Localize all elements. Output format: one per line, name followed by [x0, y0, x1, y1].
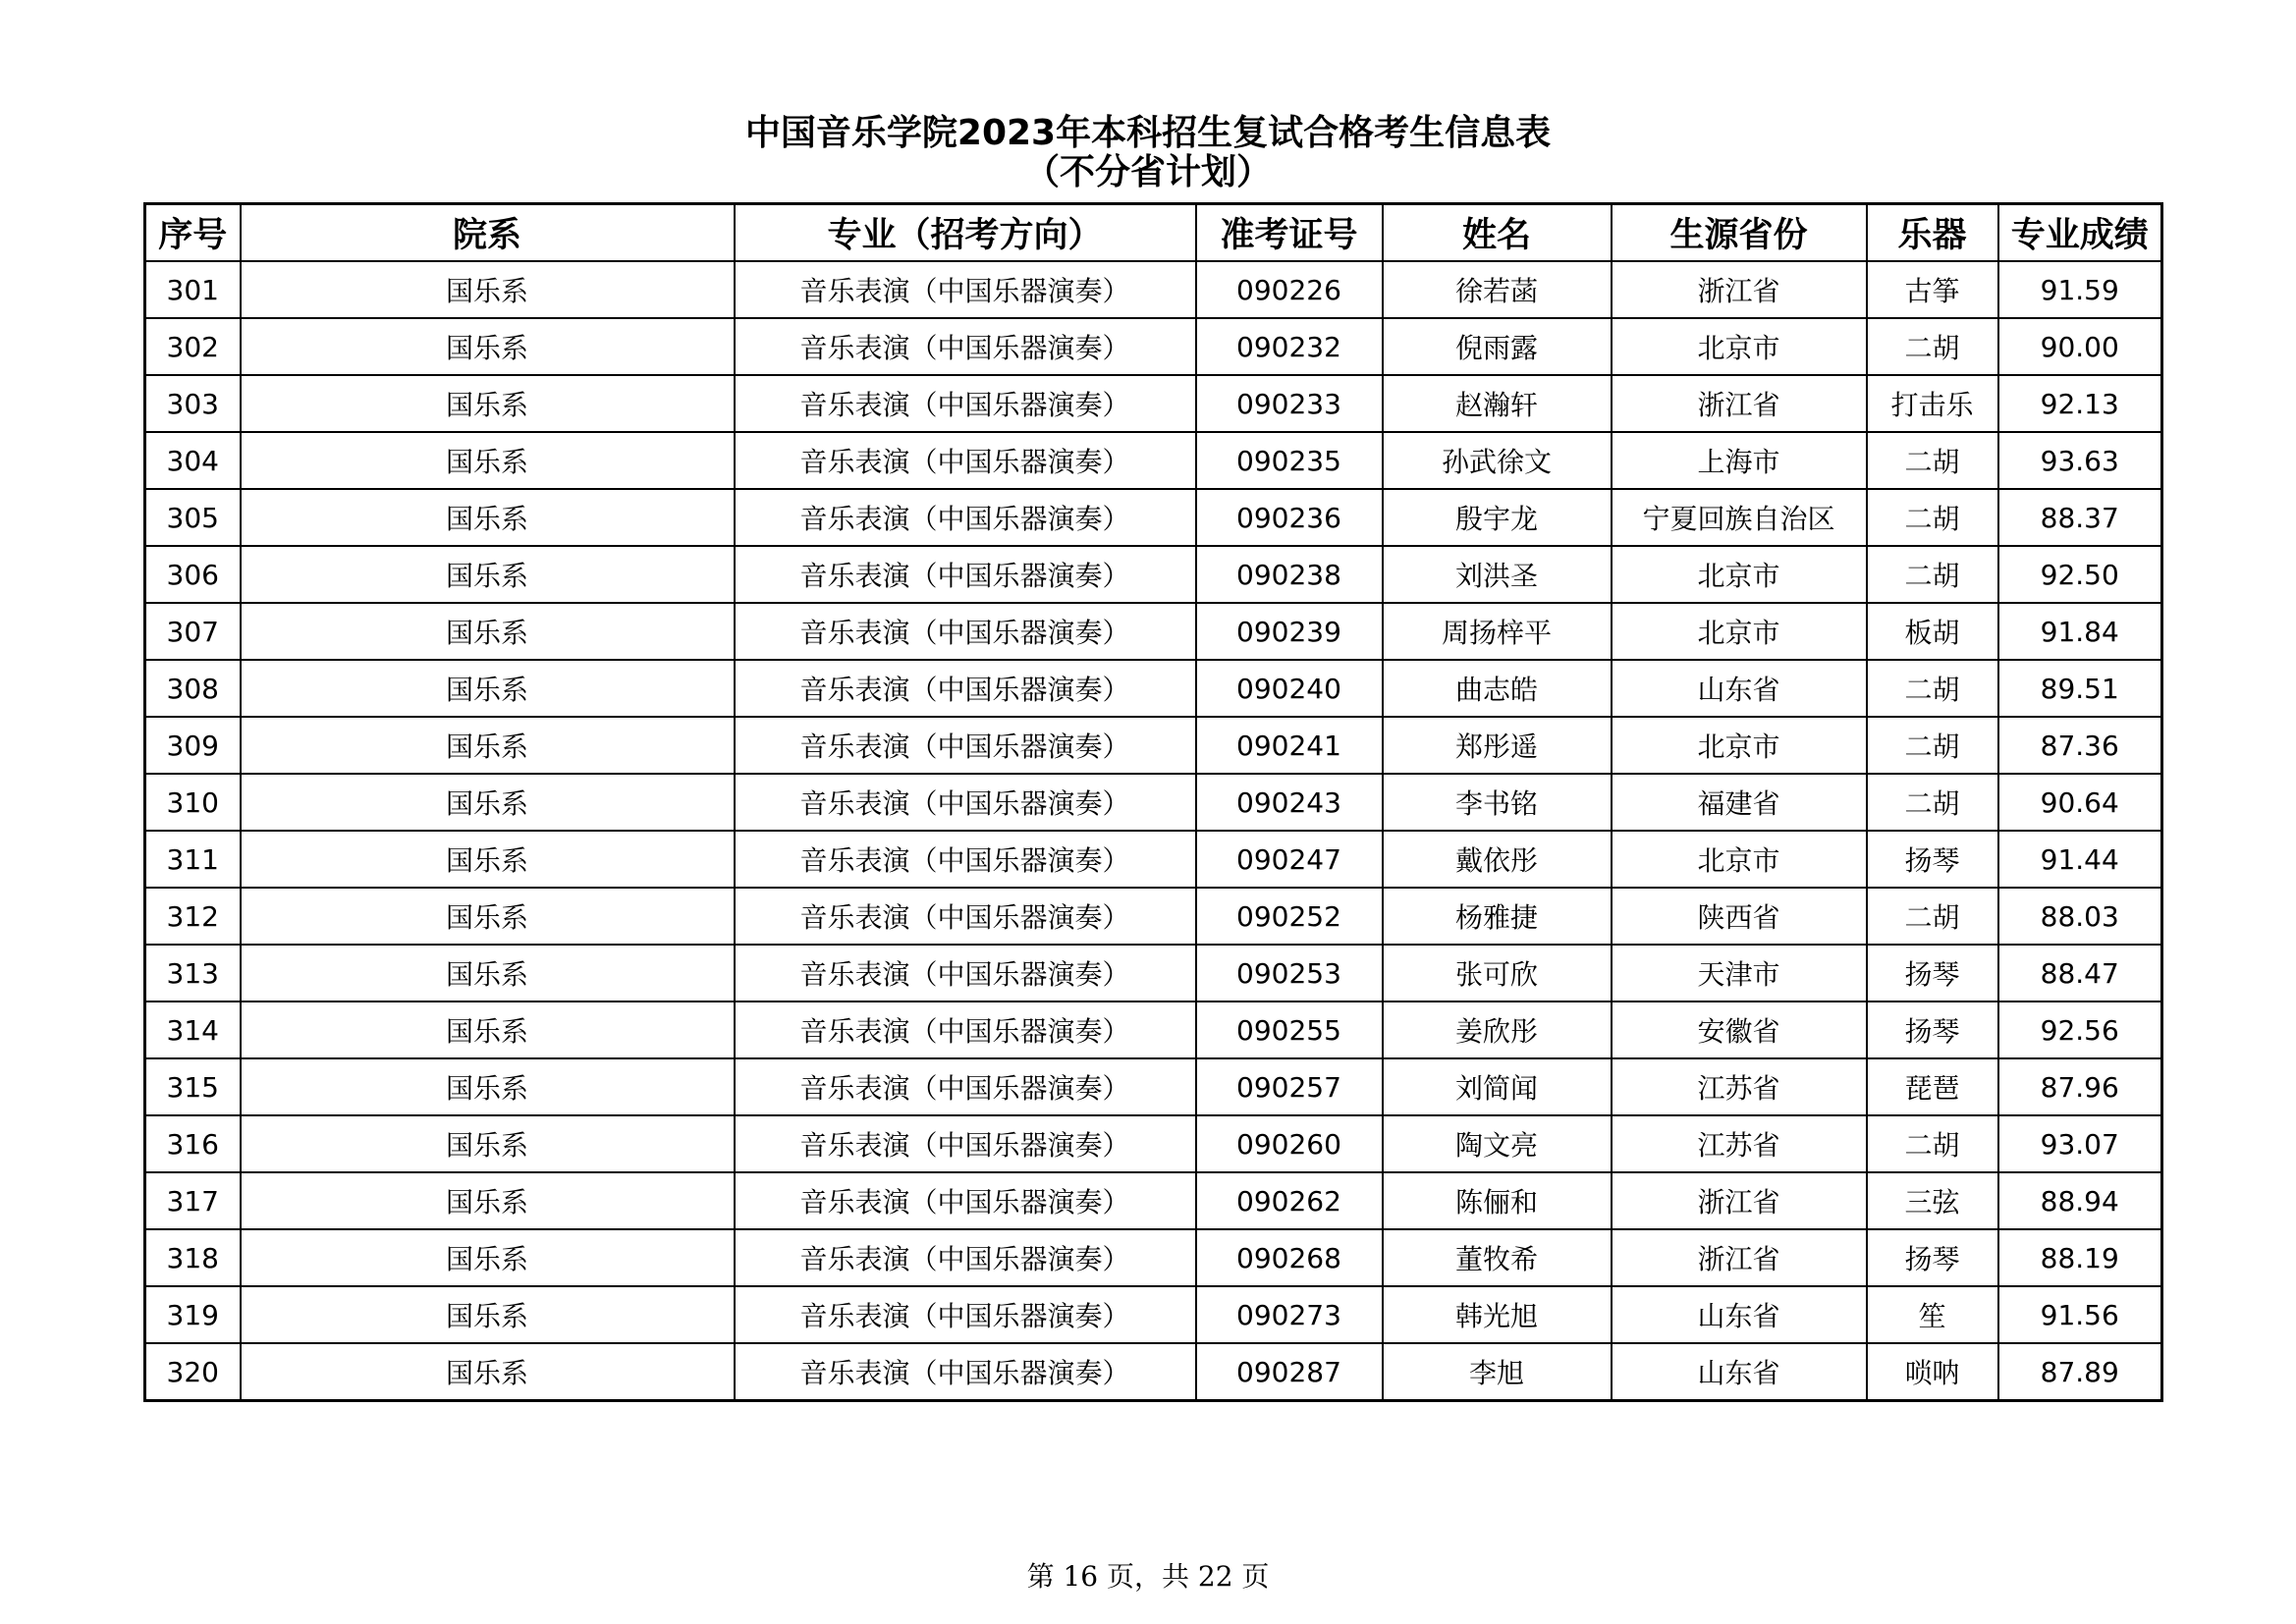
cell-department: 国乐系: [241, 1172, 735, 1229]
cell-index: 303: [145, 375, 241, 432]
cell-instrument: 扬琴: [1867, 831, 1998, 888]
table-row: [145, 831, 2162, 888]
cell-exam-number: 090235: [1196, 432, 1383, 489]
cell-major: 音乐表演（中国乐器演奏）: [735, 660, 1196, 717]
cell-name: 陶文亮: [1383, 1115, 1612, 1172]
cell-name: 刘洪圣: [1383, 546, 1612, 603]
cell-score: 90.64: [1998, 774, 2162, 831]
cell-instrument: 扬琴: [1867, 1229, 1998, 1286]
cell-instrument: 二胡: [1867, 489, 1998, 546]
table-row: [145, 945, 2162, 1001]
cell-exam-number: 090257: [1196, 1058, 1383, 1115]
cell-name: 赵瀚轩: [1383, 375, 1612, 432]
cell-exam-number: 090239: [1196, 603, 1383, 660]
table-row: [145, 1343, 2162, 1401]
cell-exam-number: 090287: [1196, 1343, 1383, 1401]
cell-name: 李旭: [1383, 1343, 1612, 1401]
cell-name: 陈俪和: [1383, 1172, 1612, 1229]
table-row: [145, 318, 2162, 375]
cell-province: 北京市: [1612, 318, 1867, 375]
cell-index: 317: [145, 1172, 241, 1229]
cell-instrument: 二胡: [1867, 432, 1998, 489]
cell-province: 浙江省: [1612, 1229, 1867, 1286]
cell-name: 曲志皓: [1383, 660, 1612, 717]
admission-table: [143, 202, 2163, 1402]
cell-major: 音乐表演（中国乐器演奏）: [735, 546, 1196, 603]
cell-index: 307: [145, 603, 241, 660]
cell-score: 92.50: [1998, 546, 2162, 603]
cell-department: 国乐系: [241, 1058, 735, 1115]
cell-score: 89.51: [1998, 660, 2162, 717]
cell-index: 311: [145, 831, 241, 888]
cell-major: 音乐表演（中国乐器演奏）: [735, 774, 1196, 831]
cell-index: 315: [145, 1058, 241, 1115]
cell-index: 308: [145, 660, 241, 717]
table-header-row: [145, 204, 2162, 262]
table-row: [145, 489, 2162, 546]
cell-department: 国乐系: [241, 261, 735, 318]
cell-name: 戴依彤: [1383, 831, 1612, 888]
cell-province: 浙江省: [1612, 261, 1867, 318]
cell-province: 福建省: [1612, 774, 1867, 831]
cell-name: 姜欣彤: [1383, 1001, 1612, 1058]
cell-major: 音乐表演（中国乐器演奏）: [735, 888, 1196, 945]
cell-instrument: 唢呐: [1867, 1343, 1998, 1401]
cell-score: 90.00: [1998, 318, 2162, 375]
cell-instrument: 扬琴: [1867, 945, 1998, 1001]
cell-department: 国乐系: [241, 660, 735, 717]
cell-score: 87.36: [1998, 717, 2162, 774]
page-subtitle: （不分省计划）: [1023, 152, 1272, 192]
cell-score: 88.47: [1998, 945, 2162, 1001]
cell-major: 音乐表演（中国乐器演奏）: [735, 1286, 1196, 1343]
header-cell: 专业（招考方向）: [735, 204, 1196, 262]
cell-index: 318: [145, 1229, 241, 1286]
page-footer: 第 16 页，共 22 页: [1026, 1560, 1270, 1593]
cell-index: 301: [145, 261, 241, 318]
cell-score: 87.96: [1998, 1058, 2162, 1115]
cell-province: 浙江省: [1612, 375, 1867, 432]
cell-major: 音乐表演（中国乐器演奏）: [735, 1343, 1196, 1401]
cell-major: 音乐表演（中国乐器演奏）: [735, 1058, 1196, 1115]
cell-name: 杨雅捷: [1383, 888, 1612, 945]
cell-score: 88.03: [1998, 888, 2162, 945]
cell-department: 国乐系: [241, 318, 735, 375]
cell-major: 音乐表演（中国乐器演奏）: [735, 1172, 1196, 1229]
cell-exam-number: 090260: [1196, 1115, 1383, 1172]
table-row: [145, 717, 2162, 774]
cell-score: 87.89: [1998, 1343, 2162, 1401]
cell-exam-number: 090238: [1196, 546, 1383, 603]
table-row: [145, 888, 2162, 945]
table-row: [145, 1058, 2162, 1115]
cell-name: 倪雨露: [1383, 318, 1612, 375]
cell-name: 郑彤遥: [1383, 717, 1612, 774]
cell-exam-number: 090240: [1196, 660, 1383, 717]
cell-name: 韩光旭: [1383, 1286, 1612, 1343]
cell-instrument: 板胡: [1867, 603, 1998, 660]
cell-department: 国乐系: [241, 717, 735, 774]
cell-province: 山东省: [1612, 1343, 1867, 1401]
cell-province: 江苏省: [1612, 1115, 1867, 1172]
cell-major: 音乐表演（中国乐器演奏）: [735, 261, 1196, 318]
cell-name: 徐若菡: [1383, 261, 1612, 318]
cell-department: 国乐系: [241, 831, 735, 888]
cell-exam-number: 090262: [1196, 1172, 1383, 1229]
cell-score: 93.07: [1998, 1115, 2162, 1172]
table-row: [145, 1229, 2162, 1286]
cell-major: 音乐表演（中国乐器演奏）: [735, 1115, 1196, 1172]
cell-instrument: 琵琶: [1867, 1058, 1998, 1115]
cell-score: 91.56: [1998, 1286, 2162, 1343]
cell-instrument: 三弦: [1867, 1172, 1998, 1229]
header-cell: 准考证号: [1196, 204, 1383, 262]
cell-province: 北京市: [1612, 831, 1867, 888]
cell-name: 李书铭: [1383, 774, 1612, 831]
cell-major: 音乐表演（中国乐器演奏）: [735, 945, 1196, 1001]
cell-exam-number: 090236: [1196, 489, 1383, 546]
cell-name: 张可欣: [1383, 945, 1612, 1001]
cell-province: 山东省: [1612, 660, 1867, 717]
cell-major: 音乐表演（中国乐器演奏）: [735, 1229, 1196, 1286]
cell-department: 国乐系: [241, 774, 735, 831]
cell-score: 91.84: [1998, 603, 2162, 660]
cell-department: 国乐系: [241, 1343, 735, 1401]
table-row: [145, 1001, 2162, 1058]
cell-instrument: 扬琴: [1867, 1001, 1998, 1058]
cell-major: 音乐表演（中国乐器演奏）: [735, 318, 1196, 375]
cell-index: 310: [145, 774, 241, 831]
cell-index: 313: [145, 945, 241, 1001]
cell-province: 上海市: [1612, 432, 1867, 489]
cell-department: 国乐系: [241, 1001, 735, 1058]
table-row: [145, 603, 2162, 660]
cell-province: 天津市: [1612, 945, 1867, 1001]
cell-score: 88.37: [1998, 489, 2162, 546]
cell-index: 304: [145, 432, 241, 489]
cell-province: 安徽省: [1612, 1001, 1867, 1058]
header-cell: 院系: [241, 204, 735, 262]
cell-exam-number: 090226: [1196, 261, 1383, 318]
cell-instrument: 二胡: [1867, 318, 1998, 375]
cell-name: 孙武徐文: [1383, 432, 1612, 489]
cell-department: 国乐系: [241, 1286, 735, 1343]
cell-province: 北京市: [1612, 603, 1867, 660]
cell-instrument: 二胡: [1867, 774, 1998, 831]
cell-index: 320: [145, 1343, 241, 1401]
table-row: [145, 1286, 2162, 1343]
cell-exam-number: 090232: [1196, 318, 1383, 375]
table-row: [145, 546, 2162, 603]
header-cell: 序号: [145, 204, 241, 262]
cell-department: 国乐系: [241, 945, 735, 1001]
cell-name: 刘简闻: [1383, 1058, 1612, 1115]
cell-exam-number: 090253: [1196, 945, 1383, 1001]
cell-index: 305: [145, 489, 241, 546]
cell-major: 音乐表演（中国乐器演奏）: [735, 717, 1196, 774]
cell-instrument: 古筝: [1867, 261, 1998, 318]
cell-province: 陕西省: [1612, 888, 1867, 945]
header-cell: 姓名: [1383, 204, 1612, 262]
cell-province: 北京市: [1612, 546, 1867, 603]
table-row: [145, 375, 2162, 432]
cell-index: 314: [145, 1001, 241, 1058]
cell-major: 音乐表演（中国乐器演奏）: [735, 831, 1196, 888]
header-cell: 专业成绩: [1998, 204, 2162, 262]
cell-province: 北京市: [1612, 717, 1867, 774]
cell-instrument: 二胡: [1867, 888, 1998, 945]
header-cell: 乐器: [1867, 204, 1998, 262]
cell-score: 92.13: [1998, 375, 2162, 432]
cell-exam-number: 090268: [1196, 1229, 1383, 1286]
cell-exam-number: 090233: [1196, 375, 1383, 432]
cell-department: 国乐系: [241, 603, 735, 660]
table-row: [145, 261, 2162, 318]
cell-department: 国乐系: [241, 888, 735, 945]
cell-index: 312: [145, 888, 241, 945]
cell-index: 319: [145, 1286, 241, 1343]
cell-department: 国乐系: [241, 489, 735, 546]
cell-instrument: 笙: [1867, 1286, 1998, 1343]
cell-department: 国乐系: [241, 546, 735, 603]
cell-score: 92.56: [1998, 1001, 2162, 1058]
cell-score: 91.59: [1998, 261, 2162, 318]
table-row: [145, 1115, 2162, 1172]
cell-province: 江苏省: [1612, 1058, 1867, 1115]
table-row: [145, 660, 2162, 717]
cell-major: 音乐表演（中国乐器演奏）: [735, 489, 1196, 546]
cell-index: 316: [145, 1115, 241, 1172]
cell-province: 山东省: [1612, 1286, 1867, 1343]
cell-exam-number: 090241: [1196, 717, 1383, 774]
cell-index: 306: [145, 546, 241, 603]
cell-index: 309: [145, 717, 241, 774]
cell-exam-number: 090255: [1196, 1001, 1383, 1058]
cell-name: 董牧希: [1383, 1229, 1612, 1286]
cell-exam-number: 090273: [1196, 1286, 1383, 1343]
cell-major: 音乐表演（中国乐器演奏）: [735, 603, 1196, 660]
cell-exam-number: 090252: [1196, 888, 1383, 945]
cell-score: 88.19: [1998, 1229, 2162, 1286]
cell-department: 国乐系: [241, 375, 735, 432]
cell-major: 音乐表演（中国乐器演奏）: [735, 1001, 1196, 1058]
cell-score: 91.44: [1998, 831, 2162, 888]
cell-instrument: 打击乐: [1867, 375, 1998, 432]
cell-department: 国乐系: [241, 1229, 735, 1286]
table-row: [145, 1172, 2162, 1229]
cell-instrument: 二胡: [1867, 660, 1998, 717]
cell-major: 音乐表演（中国乐器演奏）: [735, 432, 1196, 489]
cell-instrument: 二胡: [1867, 1115, 1998, 1172]
cell-department: 国乐系: [241, 432, 735, 489]
cell-instrument: 二胡: [1867, 717, 1998, 774]
table-body: [145, 261, 2162, 1401]
cell-province: 浙江省: [1612, 1172, 1867, 1229]
cell-score: 88.94: [1998, 1172, 2162, 1229]
cell-major: 音乐表演（中国乐器演奏）: [735, 375, 1196, 432]
cell-name: 周扬梓平: [1383, 603, 1612, 660]
cell-instrument: 二胡: [1867, 546, 1998, 603]
cell-province: 宁夏回族自治区: [1612, 489, 1867, 546]
cell-exam-number: 090247: [1196, 831, 1383, 888]
cell-score: 93.63: [1998, 432, 2162, 489]
cell-exam-number: 090243: [1196, 774, 1383, 831]
cell-name: 殷宇龙: [1383, 489, 1612, 546]
cell-department: 国乐系: [241, 1115, 735, 1172]
cell-index: 302: [145, 318, 241, 375]
table-row: [145, 774, 2162, 831]
table-row: [145, 432, 2162, 489]
page-title: 中国音乐学院2023年本科招生复试合格考生信息表: [744, 113, 1552, 153]
header-cell: 生源省份: [1612, 204, 1867, 262]
